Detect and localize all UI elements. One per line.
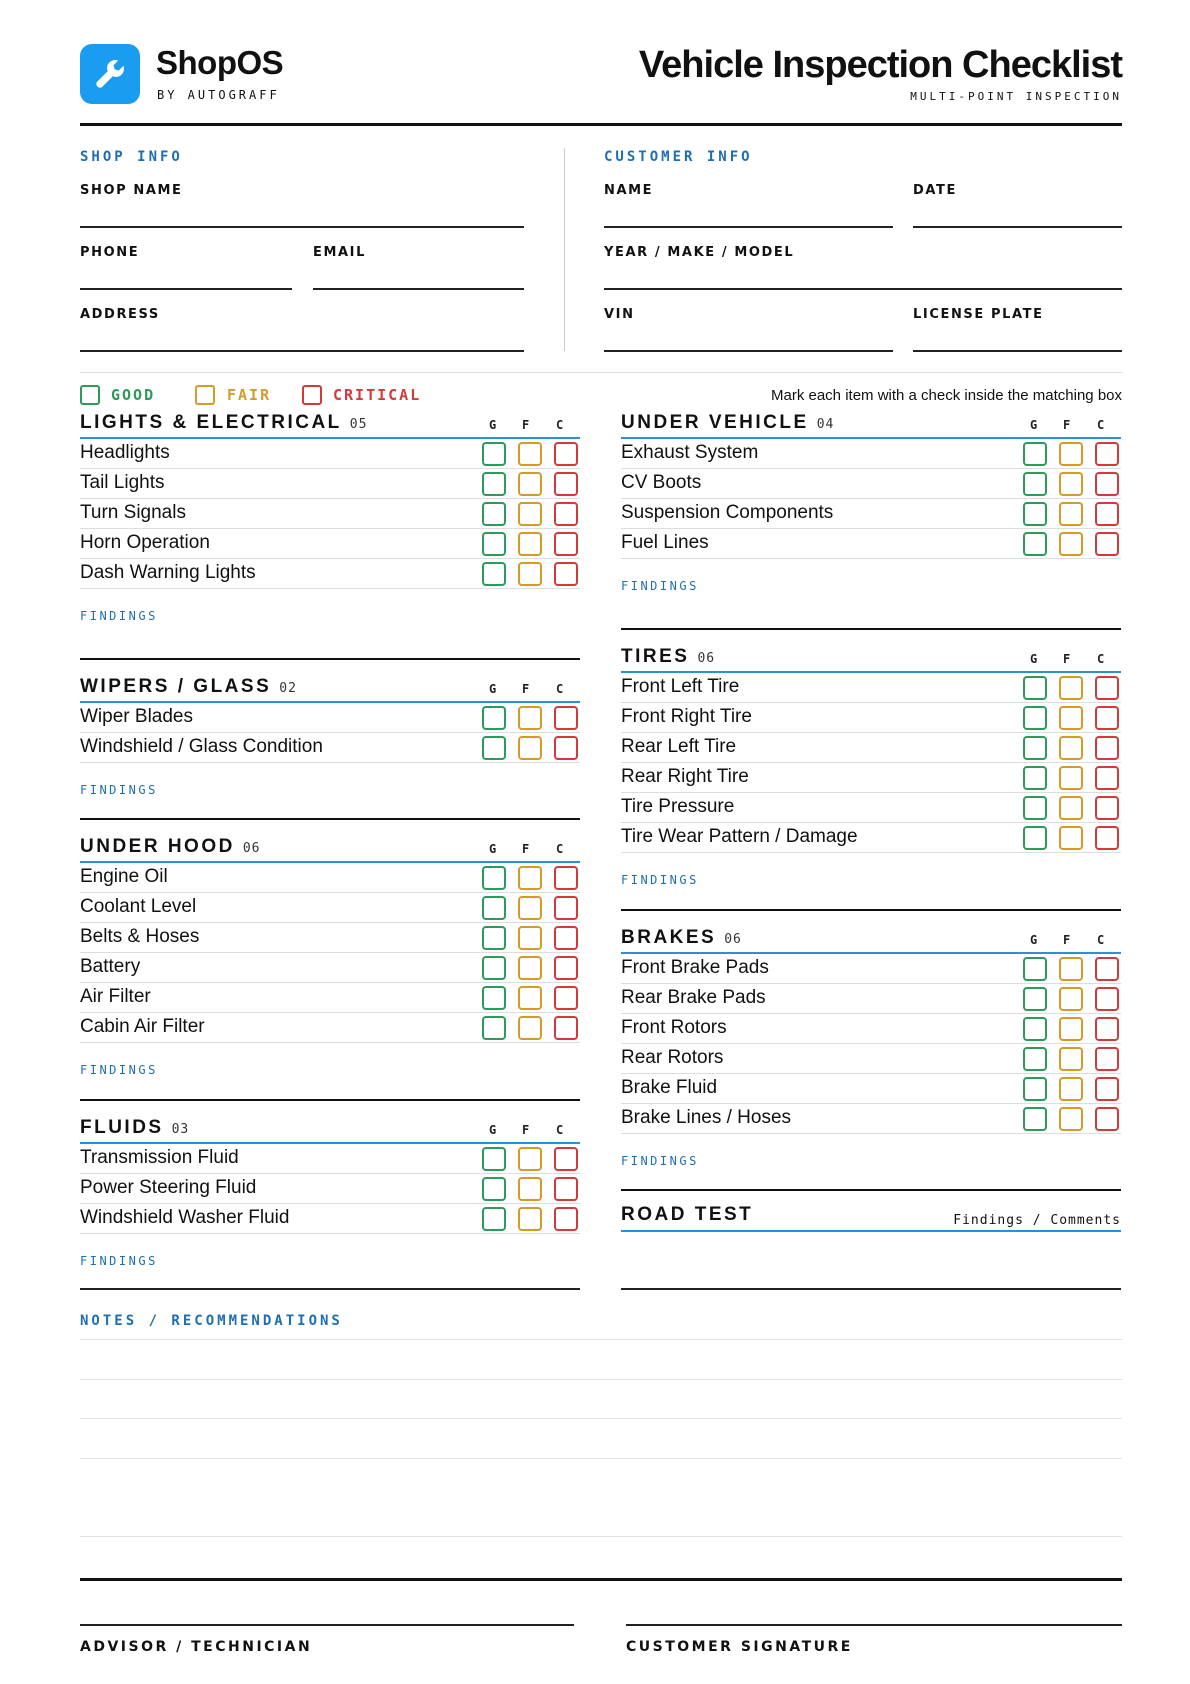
address-label: ADDRESS [80,307,160,322]
section-title [80,1117,189,1139]
checklist-row [621,499,1121,529]
critical-checkbox[interactable] [554,986,578,1010]
fair-checkbox[interactable] [518,562,542,586]
good-checkbox[interactable] [1023,532,1047,556]
critical-checkbox[interactable] [554,562,578,586]
checklist-row [80,1144,580,1174]
fair-checkbox[interactable] [1059,987,1083,1011]
critical-checkbox[interactable] [554,736,578,760]
checklist-item-label: Windshield / Glass Condition [80,736,323,757]
critical-checkbox[interactable] [554,1177,578,1201]
checklist-row [621,673,1121,703]
brand-name: ShopOS [156,44,284,81]
column-header-c: C [556,418,564,432]
wrench-icon [93,57,127,91]
checklist-row [621,469,1121,499]
legend-critical-box [302,385,322,405]
good-checkbox[interactable] [482,1016,506,1040]
good-checkbox[interactable] [1023,676,1047,700]
section-title-text: TIRES [621,646,690,667]
checklist-item-label: Fuel Lines [621,532,709,553]
critical-checkbox[interactable] [1095,1077,1119,1101]
column-header-g: G [1030,652,1038,666]
section-divider [80,1099,580,1101]
license-plate-field[interactable] [913,350,1122,352]
phone-label: PHONE [80,245,140,260]
column-header-g: G [489,1123,497,1137]
checklist-row [621,793,1121,823]
findings-label: FINDINGS [80,783,158,797]
good-checkbox[interactable] [1023,1077,1047,1101]
section-title-text: LIGHTS & ELECTRICAL [80,412,342,433]
road-test-field[interactable] [621,1288,1121,1290]
advisor-signature-field[interactable] [80,1624,574,1626]
checklist-item-label: Brake Fluid [621,1077,718,1098]
customer-name-field[interactable] [604,226,893,228]
checklist-row [80,983,580,1013]
address-field[interactable] [80,350,524,352]
critical-checkbox[interactable] [1095,987,1119,1011]
section-title-text: BRAKES [621,927,717,948]
section-divider [621,909,1121,911]
checklist-item-label: Rear Left Tire [621,736,737,757]
good-checkbox[interactable] [482,562,506,586]
fair-checkbox[interactable] [1059,442,1083,466]
findings-label: FINDINGS [621,873,699,887]
vin-field[interactable] [604,350,893,352]
checklist-item-label: Rear Rotors [621,1047,724,1068]
good-checkbox[interactable] [1023,472,1047,496]
legend-fair-label: FAIR [227,386,272,404]
fair-checkbox[interactable] [518,896,542,920]
column-header-c: C [556,682,564,696]
good-checkbox[interactable] [482,986,506,1010]
fair-checkbox[interactable] [1059,676,1083,700]
section-title-text: UNDER VEHICLE [621,412,809,433]
section-title [80,676,297,698]
checklist-row [621,1074,1121,1104]
section-divider [621,628,1121,630]
column-header-f: F [522,1123,530,1137]
checklist-row [621,703,1121,733]
customer-signature-field[interactable] [626,1624,1122,1626]
info-separator [80,372,1122,373]
good-checkbox[interactable] [482,502,506,526]
checklist-item-label: Rear Brake Pads [621,987,766,1008]
legend-instruction: Mark each item with a check inside the matching box [771,387,1122,404]
critical-checkbox[interactable] [554,502,578,526]
critical-checkbox[interactable] [554,926,578,950]
shop-info-heading: SHOP INFO [80,149,183,165]
section-title-text: WIPERS / GLASS [80,676,272,697]
license-plate-label: LICENSE PLATE [913,307,1044,322]
critical-checkbox[interactable] [1095,1107,1119,1131]
section-divider [621,1189,1121,1191]
fair-checkbox[interactable] [1059,502,1083,526]
good-checkbox[interactable] [482,956,506,980]
fair-checkbox[interactable] [1059,1077,1083,1101]
checklist-item-label: Horn Operation [80,532,210,553]
fair-checkbox[interactable] [1059,706,1083,730]
section-item-count: 04 [816,417,835,432]
column-header-f: F [1063,933,1071,947]
customer-name-label: NAME [604,183,654,198]
section-title [621,646,715,668]
critical-checkbox[interactable] [1095,826,1119,850]
section-title-text: UNDER HOOD [80,836,235,857]
checklist-row [80,499,580,529]
fair-checkbox[interactable] [518,956,542,980]
checklist-item-label: Wiper Blades [80,706,193,727]
checklist-row [80,439,580,469]
critical-checkbox[interactable] [1095,957,1119,981]
critical-checkbox[interactable] [1095,736,1119,760]
page-title: Vehicle Inspection Checklist [638,44,1122,86]
phone-field[interactable] [80,288,292,290]
good-checkbox[interactable] [1023,1017,1047,1041]
good-checkbox[interactable] [1023,957,1047,981]
column-header-g: G [1030,418,1038,432]
good-checkbox[interactable] [482,472,506,496]
checklist-item-label: Turn Signals [80,502,186,523]
good-checkbox[interactable] [1023,1047,1047,1071]
checklist-row [80,863,580,893]
section-title-text: FLUIDS [80,1117,164,1138]
notes-line[interactable] [80,1339,1122,1340]
column-header-g: G [489,418,497,432]
critical-checkbox[interactable] [1095,442,1119,466]
critical-checkbox[interactable] [554,896,578,920]
critical-checkbox[interactable] [554,532,578,556]
section-item-count: 06 [242,841,261,856]
checklist-item-label: Suspension Components [621,502,834,523]
column-header-c: C [556,842,564,856]
fair-checkbox[interactable] [1059,736,1083,760]
fair-checkbox[interactable] [1059,532,1083,556]
section-title [621,927,742,949]
checklist-item-label: Headlights [80,442,170,463]
section-item-count: 02 [279,681,297,696]
checklist-row [80,703,580,733]
critical-checkbox[interactable] [554,442,578,466]
fair-checkbox[interactable] [1059,766,1083,790]
section-divider [80,658,580,660]
critical-checkbox[interactable] [1095,532,1119,556]
notes-heading: NOTES / RECOMMENDATIONS [80,1313,343,1329]
good-checkbox[interactable] [1023,706,1047,730]
column-header-f: F [1063,418,1071,432]
brand-subtitle: BY AUTOGRAFF [157,88,280,102]
column-header-c: C [1097,418,1105,432]
fair-checkbox[interactable] [518,502,542,526]
section-title [80,412,367,434]
fair-checkbox[interactable] [518,532,542,556]
checklist-row [80,1013,580,1043]
checklist-item-label: Brake Lines / Hoses [621,1107,792,1128]
checklist-item-label: Coolant Level [80,896,197,917]
checklist-item-label: Engine Oil [80,866,168,887]
fair-checkbox[interactable] [518,1207,542,1231]
checklist-item-label: Front Brake Pads [621,957,769,978]
fair-checkbox[interactable] [518,706,542,730]
checklist-item-label: Windshield Washer Fluid [80,1207,290,1228]
critical-checkbox[interactable] [1095,796,1119,820]
fair-checkbox[interactable] [1059,957,1083,981]
legend-good-box [80,385,100,405]
fair-checkbox[interactable] [518,1147,542,1171]
critical-checkbox[interactable] [1095,676,1119,700]
email-label: EMAIL [313,245,366,260]
road-test-findings-label: Findings / Comments [953,1213,1121,1228]
critical-checkbox[interactable] [554,956,578,980]
checklist-row [80,559,580,589]
good-checkbox[interactable] [1023,736,1047,760]
checklist-row [621,984,1121,1014]
critical-checkbox[interactable] [554,1207,578,1231]
good-checkbox[interactable] [1023,987,1047,1011]
critical-checkbox[interactable] [554,866,578,890]
checklist-row [621,763,1121,793]
findings-label: FINDINGS [621,1154,699,1168]
good-checkbox[interactable] [482,1147,506,1171]
fair-checkbox[interactable] [1059,826,1083,850]
critical-checkbox[interactable] [1095,706,1119,730]
good-checkbox[interactable] [482,442,506,466]
fair-checkbox[interactable] [518,1016,542,1040]
good-checkbox[interactable] [1023,796,1047,820]
legend-critical-label: CRITICAL [333,386,422,404]
checklist-row [80,1174,580,1204]
checklist-item-label: Rear Right Tire [621,766,749,787]
fair-checkbox[interactable] [518,442,542,466]
column-header-c: C [1097,652,1105,666]
section-title: ROAD TEST [621,1204,754,1225]
notes-line[interactable] [80,1536,1122,1537]
good-checkbox[interactable] [1023,502,1047,526]
vin-label: VIN [604,307,635,322]
fair-checkbox[interactable] [518,472,542,496]
critical-checkbox[interactable] [1095,1017,1119,1041]
critical-checkbox[interactable] [554,706,578,730]
checklist-row [80,469,580,499]
notes-bottom-rule [80,1578,1122,1581]
checklist-row [621,529,1121,559]
fair-checkbox[interactable] [518,866,542,890]
column-header-g: G [489,682,497,696]
section-divider [80,818,580,820]
fair-checkbox[interactable] [518,1177,542,1201]
customer-info-heading: CUSTOMER INFO [604,149,753,165]
section-title [621,412,834,434]
good-checkbox[interactable] [1023,442,1047,466]
section-title [80,836,261,858]
checklist-row [80,923,580,953]
checklist-item-label: Front Rotors [621,1017,727,1038]
page-subtitle: MULTI-POINT INSPECTION [910,90,1122,103]
findings-label: FINDINGS [80,609,158,623]
good-checkbox[interactable] [1023,1107,1047,1131]
shop-name-field[interactable] [80,226,524,228]
checklist-item-label: Belts & Hoses [80,926,200,947]
checklist-item-label: Tire Wear Pattern / Damage [621,826,858,847]
checklist-row [621,1104,1121,1134]
column-header-f: F [522,842,530,856]
findings-label: FINDINGS [621,579,699,593]
good-checkbox[interactable] [482,532,506,556]
column-header-c: C [556,1123,564,1137]
column-header-f: F [522,682,530,696]
checklist-row [80,1204,580,1234]
year-make-model-field[interactable] [604,288,1122,290]
checklist-item-label: Air Filter [80,986,151,1007]
critical-checkbox[interactable] [1095,1047,1119,1071]
checklist-row [621,1014,1121,1044]
checklist-item-label: CV Boots [621,472,702,493]
critical-checkbox[interactable] [554,472,578,496]
column-header-g: G [1030,933,1038,947]
checklist-row [621,954,1121,984]
checklist-row [621,733,1121,763]
section-item-count: 05 [349,417,368,432]
findings-label: FINDINGS [80,1063,158,1077]
critical-checkbox[interactable] [554,1147,578,1171]
good-checkbox[interactable] [482,706,506,730]
checklist-item-label: Front Left Tire [621,676,740,697]
fair-checkbox[interactable] [1059,1047,1083,1071]
checklist-item-label: Front Right Tire [621,706,752,727]
legend-fair-box [195,385,215,405]
logo [80,44,140,104]
fair-checkbox[interactable] [518,926,542,950]
checklist-item-label: Exhaust System [621,442,759,463]
checklist-item-label: Dash Warning Lights [80,562,256,583]
fluids-findings-field[interactable] [80,1288,580,1290]
good-checkbox[interactable] [482,1207,506,1231]
fair-checkbox[interactable] [1059,472,1083,496]
checklist-item-label: Tail Lights [80,472,165,493]
year-make-model-label: YEAR / MAKE / MODEL [604,245,795,260]
critical-checkbox[interactable] [1095,502,1119,526]
date-field[interactable] [913,226,1122,228]
good-checkbox[interactable] [1023,826,1047,850]
good-checkbox[interactable] [482,926,506,950]
customer-signature-label: CUSTOMER SIGNATURE [626,1639,853,1655]
column-header-g: G [489,842,497,856]
fair-checkbox[interactable] [518,986,542,1010]
section-underline [621,1230,1121,1232]
checklist-row [80,893,580,923]
good-checkbox[interactable] [482,866,506,890]
findings-label: FINDINGS [80,1254,158,1268]
checklist-row [80,529,580,559]
legend-good-label: GOOD [111,386,156,404]
fair-checkbox[interactable] [518,736,542,760]
fair-checkbox[interactable] [1059,796,1083,820]
notes-line[interactable] [80,1418,1122,1419]
checklist-row [80,953,580,983]
section-item-count: 06 [697,651,716,666]
checklist-item-label: Power Steering Fluid [80,1177,257,1198]
column-header-f: F [522,418,530,432]
date-label: DATE [913,183,957,198]
checklist-item-label: Battery [80,956,141,977]
notes-line[interactable] [80,1379,1122,1380]
critical-checkbox[interactable] [554,1016,578,1040]
section-item-count: 03 [171,1122,190,1137]
checklist-item-label: Tire Pressure [621,796,735,817]
fair-checkbox[interactable] [1059,1107,1083,1131]
section-item-count: 06 [724,932,742,947]
column-header-c: C [1097,933,1105,947]
good-checkbox[interactable] [482,896,506,920]
checklist-row [621,439,1121,469]
critical-checkbox[interactable] [1095,766,1119,790]
good-checkbox[interactable] [1023,766,1047,790]
checklist-item-label: Cabin Air Filter [80,1016,205,1037]
checklist-item-label: Transmission Fluid [80,1147,239,1168]
shop-name-label: SHOP NAME [80,183,183,198]
info-divider [564,148,565,351]
page-header [80,42,1122,126]
notes-line[interactable] [80,1458,1122,1459]
advisor-signature-label: ADVISOR / TECHNICIAN [80,1639,313,1655]
checklist-row [80,733,580,763]
fair-checkbox[interactable] [1059,1017,1083,1041]
column-header-f: F [1063,652,1071,666]
critical-checkbox[interactable] [1095,472,1119,496]
checklist-row [621,823,1121,853]
email-field[interactable] [313,288,524,290]
good-checkbox[interactable] [482,1177,506,1201]
checklist-row [621,1044,1121,1074]
good-checkbox[interactable] [482,736,506,760]
